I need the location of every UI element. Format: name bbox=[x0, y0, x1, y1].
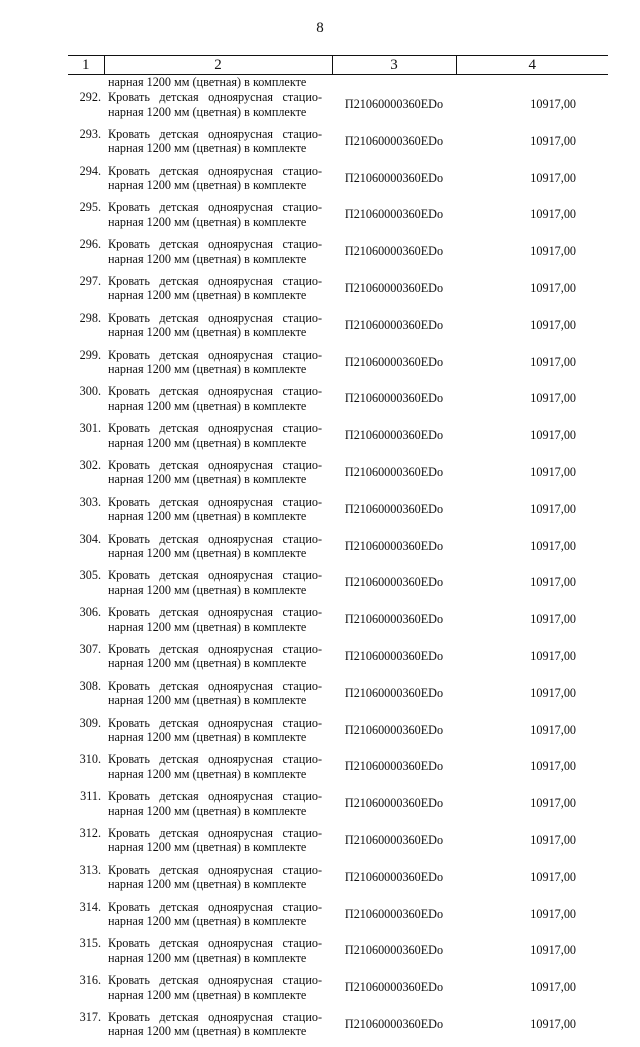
row-number: 293. bbox=[79, 126, 101, 141]
row-name bbox=[104, 348, 332, 385]
row-name bbox=[104, 863, 332, 900]
row-code: П21060000360EDo bbox=[344, 207, 444, 222]
table-row bbox=[68, 421, 608, 458]
row-code: П21060000360EDo bbox=[344, 832, 444, 847]
row-name-line-2: нарная 1200 мм (цветная) в комплекте bbox=[108, 803, 307, 818]
table-header-row bbox=[68, 56, 608, 75]
row-price: 10917,00 bbox=[530, 906, 576, 921]
table-row bbox=[68, 789, 608, 826]
row-code: П21060000360EDo bbox=[344, 354, 444, 369]
row-name bbox=[104, 716, 332, 753]
table-row bbox=[68, 568, 608, 605]
row-name-line-1: Кровать детская одноярусная стацио- bbox=[108, 752, 322, 767]
row-name bbox=[104, 274, 332, 311]
table-row bbox=[68, 716, 608, 753]
row-price: 10917,00 bbox=[530, 869, 576, 884]
row-number: 303. bbox=[79, 494, 101, 509]
row-number: 307. bbox=[79, 641, 101, 656]
row-name bbox=[104, 237, 332, 274]
row-name-line-2: нарная 1200 мм (цветная) в комплекте bbox=[108, 362, 307, 377]
table-row bbox=[68, 164, 608, 201]
row-name bbox=[104, 568, 332, 605]
row-price: 10917,00 bbox=[530, 612, 576, 627]
row-name-line-1: Кровать детская одноярусная стацио- bbox=[108, 678, 322, 693]
row-number: 308. bbox=[79, 678, 101, 693]
row-name-line-1: Кровать детская одноярусная стацио- bbox=[108, 237, 322, 252]
row-number: 301. bbox=[79, 421, 101, 436]
table-row bbox=[68, 200, 608, 237]
row-code: П21060000360EDo bbox=[344, 612, 444, 627]
row-price: 10917,00 bbox=[530, 391, 576, 406]
row-name-line-2: нарная 1200 мм (цветная) в комплекте bbox=[108, 435, 307, 450]
row-name-line-2: нарная 1200 мм (цветная) в комплекте bbox=[108, 693, 307, 708]
row-name-line-1: Кровать детская одноярусная стацио- bbox=[108, 899, 322, 914]
row-name-line-2: нарная 1200 мм (цветная) в комплекте bbox=[108, 509, 307, 524]
row-name bbox=[104, 936, 332, 973]
row-number: 296. bbox=[79, 237, 101, 252]
row-name bbox=[104, 495, 332, 532]
row-name-line-1: Кровать детская одноярусная стацио- bbox=[108, 936, 322, 951]
row-code: П21060000360EDo bbox=[344, 648, 444, 663]
row-name-line-1: Кровать детская одноярусная стацио- bbox=[108, 457, 322, 472]
row-name bbox=[104, 532, 332, 569]
row-code: П21060000360EDo bbox=[344, 97, 444, 111]
row-name bbox=[104, 642, 332, 679]
table-row bbox=[68, 237, 608, 274]
row-price: 10917,00 bbox=[530, 280, 576, 295]
row-name-line-1: Кровать детская одноярусная стацио- bbox=[108, 1009, 322, 1024]
row-name-line-2: нарная 1200 мм (цветная) в комплекте bbox=[108, 472, 307, 487]
table-row bbox=[68, 458, 608, 495]
table-row bbox=[68, 90, 608, 127]
row-name-line-1: Кровать детская одноярусная стацио- bbox=[108, 531, 322, 546]
row-name bbox=[104, 826, 332, 863]
table-row bbox=[68, 127, 608, 164]
table-row bbox=[68, 1010, 608, 1047]
row-price: 10917,00 bbox=[530, 538, 576, 553]
row-number: 295. bbox=[79, 200, 101, 215]
row-code: П21060000360EDo bbox=[344, 464, 444, 479]
row-price: 10917,00 bbox=[530, 501, 576, 516]
row-name-line-2: нарная 1200 мм (цветная) в комплекте bbox=[108, 619, 307, 634]
row-number: 299. bbox=[79, 347, 101, 362]
row-code: П21060000360EDo bbox=[344, 759, 444, 774]
row-name-line-1: Кровать детская одноярусная стацио- bbox=[108, 421, 322, 436]
row-price: 10917,00 bbox=[530, 464, 576, 479]
table-row bbox=[68, 752, 608, 789]
row-code: П21060000360EDo bbox=[344, 943, 444, 958]
row-name bbox=[104, 200, 332, 237]
row-code: П21060000360EDo bbox=[344, 980, 444, 995]
row-price: 10917,00 bbox=[530, 428, 576, 443]
row-name-line-2: нарная 1200 мм (цветная) в комплекте bbox=[108, 1024, 307, 1039]
row-name-line-1: Кровать детская одноярусная стацио- bbox=[108, 310, 322, 325]
row-number: 317. bbox=[79, 1009, 101, 1024]
row-code: П21060000360EDo bbox=[344, 317, 444, 332]
continuation-row bbox=[68, 75, 608, 91]
row-name-line-1: Кровать детская одноярусная стацио- bbox=[108, 568, 322, 583]
table-row bbox=[68, 826, 608, 863]
items-table bbox=[68, 55, 608, 1047]
row-name bbox=[104, 90, 332, 127]
row-price: 10917,00 bbox=[530, 317, 576, 332]
row-name-line-2: нарная 1200 мм (цветная) в комплекте bbox=[108, 987, 307, 1002]
table-row bbox=[68, 605, 608, 642]
row-price: 10917,00 bbox=[530, 648, 576, 663]
row-number: 298. bbox=[79, 310, 101, 325]
row-number: 302. bbox=[79, 457, 101, 472]
table-row bbox=[68, 973, 608, 1010]
row-code: П21060000360EDo bbox=[344, 391, 444, 406]
row-number: 306. bbox=[79, 605, 101, 620]
row-name-line-1: Кровать детская одноярусная стацио- bbox=[108, 384, 322, 399]
row-name-line-2: нарная 1200 мм (цветная) в комплекте bbox=[108, 325, 307, 340]
row-code: П21060000360EDo bbox=[344, 280, 444, 295]
row-name-line-2: нарная 1200 мм (цветная) в комплекте bbox=[108, 730, 307, 745]
row-price: 10917,00 bbox=[530, 943, 576, 958]
row-name bbox=[104, 311, 332, 348]
row-name bbox=[104, 900, 332, 937]
row-name-line-1: Кровать детская одноярусная стацио- bbox=[108, 715, 322, 730]
row-name-line-2: нарная 1200 мм (цветная) в комплекте bbox=[108, 178, 307, 193]
row-name-line-2: нарная 1200 мм (цветная) в комплекте bbox=[108, 950, 307, 965]
page-number: 8 bbox=[316, 20, 324, 36]
table-row bbox=[68, 642, 608, 679]
row-name bbox=[104, 789, 332, 826]
row-name-line-2: нарная 1200 мм (цветная) в комплекте bbox=[108, 104, 307, 119]
row-number: 305. bbox=[79, 568, 101, 583]
row-name-line-2: нарная 1200 мм (цветная) в комплекте bbox=[108, 288, 307, 303]
row-code: П21060000360EDo bbox=[344, 796, 444, 811]
row-number: 297. bbox=[79, 273, 101, 288]
table-row bbox=[68, 679, 608, 716]
table-row bbox=[68, 274, 608, 311]
row-name bbox=[104, 458, 332, 495]
row-code: П21060000360EDo bbox=[344, 170, 444, 185]
row-price: 10917,00 bbox=[530, 244, 576, 259]
row-number: 309. bbox=[79, 715, 101, 730]
table-row bbox=[68, 863, 608, 900]
row-code: П21060000360EDo bbox=[344, 244, 444, 259]
table-row bbox=[68, 384, 608, 421]
row-name-line-1: Кровать детская одноярусная стацио- bbox=[108, 347, 322, 362]
column-header-4: 4 bbox=[456, 56, 608, 75]
table-row bbox=[68, 348, 608, 385]
row-price: 10917,00 bbox=[530, 133, 576, 148]
table-row bbox=[68, 495, 608, 532]
row-name bbox=[104, 164, 332, 201]
row-name-line-1: Кровать детская одноярусная стацио- bbox=[108, 273, 322, 288]
row-name bbox=[104, 421, 332, 458]
row-code: П21060000360EDo bbox=[344, 685, 444, 700]
row-price: 10917,00 bbox=[530, 170, 576, 185]
row-name-line-2: нарная 1200 мм (цветная) в комплекте bbox=[108, 877, 307, 892]
row-price: 10917,00 bbox=[530, 575, 576, 590]
row-number: 316. bbox=[79, 973, 101, 988]
continuation-text: нарная 1200 мм (цветная) в комплекте bbox=[108, 75, 307, 89]
row-name-line-2: нарная 1200 мм (цветная) в комплекте bbox=[108, 582, 307, 597]
row-name bbox=[104, 384, 332, 421]
row-name-line-1: Кровать детская одноярусная стацио- bbox=[108, 789, 322, 804]
row-number: 311. bbox=[80, 789, 101, 804]
row-name-line-2: нарная 1200 мм (цветная) в комплекте bbox=[108, 766, 307, 781]
row-name-line-1: Кровать детская одноярусная стацио- bbox=[108, 825, 322, 840]
row-name-line-1: Кровать детская одноярусная стацио- bbox=[108, 90, 322, 104]
row-number: 304. bbox=[79, 531, 101, 546]
row-name bbox=[104, 127, 332, 164]
row-number: 315. bbox=[79, 936, 101, 951]
row-name-line-2: нарная 1200 мм (цветная) в комплекте bbox=[108, 251, 307, 266]
row-name-line-1: Кровать детская одноярусная стацио- bbox=[108, 494, 322, 509]
row-name-line-2: нарная 1200 мм (цветная) в комплекте bbox=[108, 546, 307, 561]
row-code: П21060000360EDo bbox=[344, 869, 444, 884]
row-code: П21060000360EDo bbox=[344, 501, 444, 516]
row-code: П21060000360EDo bbox=[344, 906, 444, 921]
row-name bbox=[104, 973, 332, 1010]
row-name-line-1: Кровать детская одноярусная стацио- bbox=[108, 126, 322, 141]
row-number: 300. bbox=[79, 384, 101, 399]
row-price: 10917,00 bbox=[530, 722, 576, 737]
row-number: 314. bbox=[79, 899, 101, 914]
row-name-line-2: нарная 1200 мм (цветная) в комплекте bbox=[108, 840, 307, 855]
row-name-line-1: Кровать детская одноярусная стацио- bbox=[108, 862, 322, 877]
row-number: 313. bbox=[79, 862, 101, 877]
row-price: 10917,00 bbox=[530, 796, 576, 811]
row-name bbox=[104, 605, 332, 642]
row-name-line-2: нарная 1200 мм (цветная) в комплекте bbox=[108, 914, 307, 929]
table-row bbox=[68, 900, 608, 937]
row-code: П21060000360EDo bbox=[344, 538, 444, 553]
row-code: П21060000360EDo bbox=[344, 722, 444, 737]
row-code: П21060000360EDo bbox=[344, 133, 444, 148]
row-name-line-1: Кровать детская одноярусная стацио- bbox=[108, 163, 322, 178]
row-name-line-2: нарная 1200 мм (цветная) в комплекте bbox=[108, 214, 307, 229]
column-header-1: 1 bbox=[68, 56, 104, 75]
row-price: 10917,00 bbox=[530, 832, 576, 847]
column-header-3: 3 bbox=[332, 56, 456, 75]
row-price: 10917,00 bbox=[530, 685, 576, 700]
row-code: П21060000360EDo bbox=[344, 575, 444, 590]
row-name bbox=[104, 679, 332, 716]
row-price: 10917,00 bbox=[530, 1016, 576, 1031]
row-price: 10917,00 bbox=[530, 354, 576, 369]
row-number: 294. bbox=[79, 163, 101, 178]
table-row bbox=[68, 532, 608, 569]
row-price: 10917,00 bbox=[530, 97, 576, 111]
row-name-line-2: нарная 1200 мм (цветная) в комплекте bbox=[108, 656, 307, 671]
table-row bbox=[68, 311, 608, 348]
row-name-line-1: Кровать детская одноярусная стацио- bbox=[108, 641, 322, 656]
row-number: 312. bbox=[79, 825, 101, 840]
row-price: 10917,00 bbox=[530, 980, 576, 995]
row-name-line-2: нарная 1200 мм (цветная) в комплекте bbox=[108, 398, 307, 413]
row-name-line-1: Кровать детская одноярусная стацио- bbox=[108, 973, 322, 988]
row-number: 292. bbox=[79, 90, 101, 104]
row-price: 10917,00 bbox=[530, 207, 576, 222]
row-code: П21060000360EDo bbox=[344, 428, 444, 443]
row-name-line-1: Кровать детская одноярусная стацио- bbox=[108, 605, 322, 620]
row-number: 310. bbox=[79, 752, 101, 767]
column-header-2: 2 bbox=[104, 56, 332, 75]
table-row bbox=[68, 936, 608, 973]
row-name-line-2: нарная 1200 мм (цветная) в комплекте bbox=[108, 141, 307, 156]
row-code: П21060000360EDo bbox=[344, 1016, 444, 1031]
row-price: 10917,00 bbox=[530, 759, 576, 774]
row-name bbox=[104, 1010, 332, 1047]
row-name-line-1: Кровать детская одноярусная стацио- bbox=[108, 200, 322, 215]
row-name bbox=[104, 752, 332, 789]
